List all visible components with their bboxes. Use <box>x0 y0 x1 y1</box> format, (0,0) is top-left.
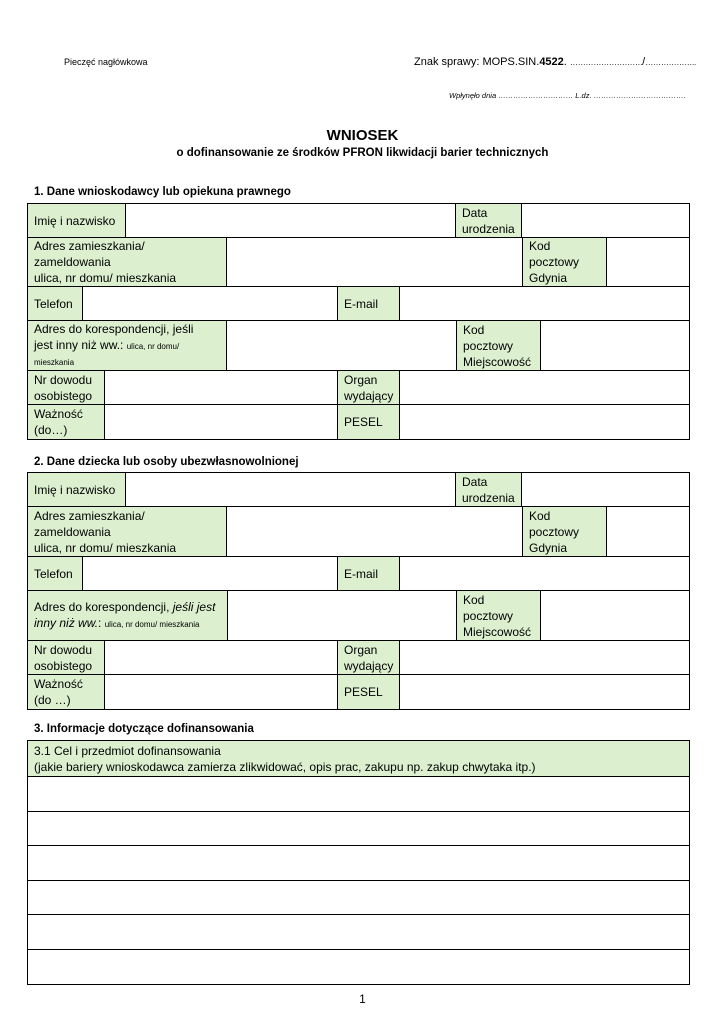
pesel-label: PESEL <box>338 405 400 439</box>
received-line <box>449 91 686 100</box>
issuer-field[interactable] <box>400 371 689 404</box>
address-label: Adres zamieszkania/ zameldowania ulica, nr domu/ mieszkania <box>28 238 227 286</box>
corr-postal-field[interactable] <box>541 321 689 370</box>
funding-line-5[interactable] <box>28 915 689 949</box>
email-label: E-mail <box>338 557 400 590</box>
phone-field[interactable] <box>83 287 338 320</box>
page-subtitle: o dofinansowanie ze środków PFRON likwidacji barier technicznych <box>176 147 549 159</box>
id-field[interactable] <box>105 371 338 404</box>
funding-line-1[interactable] <box>28 777 689 811</box>
validity-label: Ważność (do…) <box>28 405 105 439</box>
section2-table <box>27 472 690 710</box>
postal-label: Kod pocztowy Gdynia <box>523 238 607 286</box>
address-field[interactable] <box>227 507 523 556</box>
postal-field[interactable] <box>607 238 689 286</box>
id-label: Nr dowodu osobistego <box>28 371 105 404</box>
id-label: Nr dowodu osobistego <box>28 641 105 674</box>
section1-heading: 1. Dane wnioskodawcy lub opiekuna prawnego <box>34 186 291 198</box>
case-number-line <box>414 56 696 68</box>
page-number: 1 <box>359 992 366 1006</box>
validity-label: Ważność (do …) <box>28 675 105 709</box>
address-field[interactable] <box>227 238 523 286</box>
email-label: E-mail <box>338 287 400 320</box>
received-field[interactable]: ………………………… <box>498 91 574 100</box>
validity-field[interactable] <box>105 405 338 439</box>
issuer-field[interactable] <box>400 641 689 674</box>
pesel-field[interactable] <box>400 675 689 709</box>
funding-line-3[interactable] <box>28 846 689 880</box>
id-field[interactable] <box>105 641 338 674</box>
address-label: Adres zamieszkania/ zameldowania ulica, nr domu/ mieszkania <box>28 507 227 556</box>
ldz-label: L.dz. <box>575 91 592 100</box>
funding-purpose-label: 3.1 Cel i przedmiot dofinansowania (jakie bariery wnioskodawca zamierza zlikwidować, opis prac, zakupu np. zakup chwytaka itp.) <box>28 741 689 776</box>
phone-field[interactable] <box>83 557 338 590</box>
email-field[interactable] <box>400 557 689 590</box>
corr-address-field[interactable] <box>228 591 457 640</box>
stamp-label: Pieczęć nagłówkowa <box>64 57 148 67</box>
postal-label: Kod pocztowy Gdynia <box>523 507 607 556</box>
case-dots-2[interactable]: ……………….. <box>645 58 697 67</box>
case-dots-1[interactable]: ………………………. <box>569 58 643 67</box>
dob-field[interactable] <box>522 473 689 506</box>
issuer-label: Organ wydający <box>338 371 400 404</box>
dob-label: Data urodzenia <box>456 204 522 237</box>
case-suffix: . <box>563 56 567 68</box>
corr-address-label: Adres do korespondencji, jeśli jest inny niż ww.: ulica, nr domu/ mieszkania <box>28 591 228 640</box>
section3-table <box>27 740 690 985</box>
pesel-label: PESEL <box>338 675 400 709</box>
email-field[interactable] <box>400 287 689 320</box>
pesel-field[interactable] <box>400 405 689 439</box>
corr-postal-field[interactable] <box>541 591 689 640</box>
page-title: WNIOSEK <box>326 127 399 144</box>
corr-postal-label: Kod pocztowy Miejscowość <box>457 321 541 370</box>
funding-line-6[interactable] <box>28 950 689 985</box>
corr-address-field[interactable] <box>227 321 457 370</box>
issuer-label: Organ wydający <box>338 641 400 674</box>
phone-label: Telefon <box>28 557 83 590</box>
section2-heading: 2. Dane dziecka lub osoby ubezwłasnowolnionej <box>34 456 299 468</box>
case-number: 4522 <box>539 56 564 68</box>
postal-field[interactable] <box>607 507 689 556</box>
name-label: Imię i nazwisko <box>28 204 126 237</box>
corr-postal-label: Kod pocztowy Miejscowość <box>457 591 541 640</box>
case-prefix: Znak sprawy: MOPS.SIN. <box>414 56 540 68</box>
validity-field[interactable] <box>105 675 338 709</box>
section1-table <box>27 203 690 440</box>
corr-address-label: Adres do korespondencji, jeśli jest inny niż ww.: ulica, nr domu/ mieszkania <box>28 321 227 370</box>
phone-label: Telefon <box>28 287 83 320</box>
name-field[interactable] <box>126 473 456 506</box>
name-label: Imię i nazwisko <box>28 473 126 506</box>
case-slash: / <box>642 56 646 68</box>
dob-field[interactable] <box>522 204 689 237</box>
dob-label: Data urodzenia <box>456 473 522 506</box>
ldz-field[interactable]: ………………………………. <box>593 91 686 100</box>
received-label: Wpłynęło dnia <box>449 91 497 100</box>
funding-line-2[interactable] <box>28 812 689 846</box>
section3-heading: 3. Informacje dotyczące dofinansowania <box>34 723 254 735</box>
name-field[interactable] <box>126 204 456 237</box>
funding-line-4[interactable] <box>28 881 689 915</box>
